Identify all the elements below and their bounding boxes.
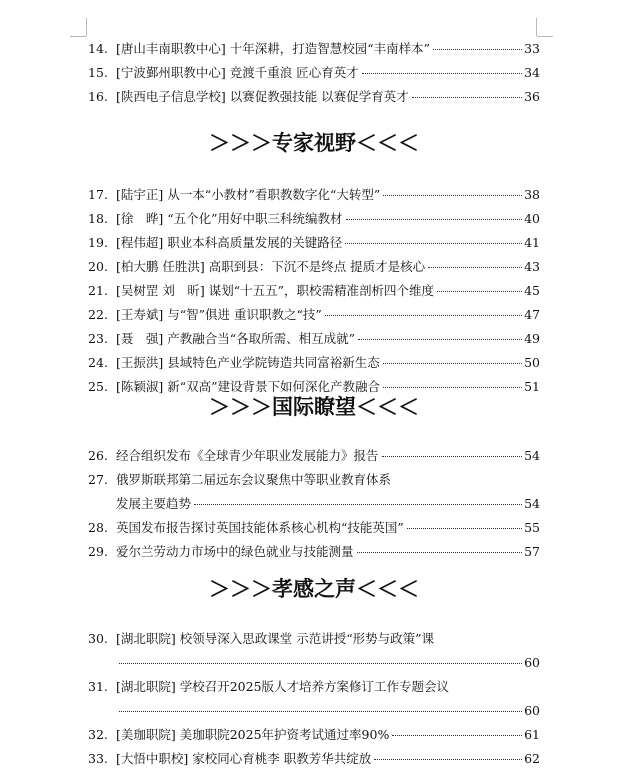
toc-entry-continuation[interactable]: 60 bbox=[88, 651, 540, 675]
dot-leader bbox=[433, 49, 522, 50]
dot-leader bbox=[357, 552, 522, 553]
toc-entry[interactable]: 19. [程伟超] 职业本科高质量发展的关键路径 41 bbox=[88, 235, 540, 250]
dot-leader bbox=[119, 711, 522, 712]
dot-leader bbox=[346, 219, 522, 220]
dot-leader bbox=[437, 291, 522, 292]
dot-leader bbox=[383, 363, 522, 364]
dot-leader bbox=[383, 387, 522, 388]
dot-leader bbox=[358, 339, 522, 340]
toc-group-expert bbox=[88, 183, 540, 399]
toc-entry[interactable]: 33. [大悟中职校] 家校同心育桃李 职教芳华共绽放 62 bbox=[88, 751, 540, 766]
crop-mark-top-right bbox=[536, 18, 537, 36]
dot-leader bbox=[325, 315, 522, 316]
toc-entry[interactable]: 29. 爱尔兰劳动力市场中的绿色就业与技能测量 57 bbox=[88, 544, 540, 559]
dot-leader bbox=[428, 267, 522, 268]
toc-group-international bbox=[88, 444, 540, 564]
toc-entry[interactable]: 20. [柏大鹏 任胜洪] 高职到县：下沉不是终点 提质才是核心 43 bbox=[88, 259, 540, 274]
toc-entry[interactable]: 28. 英国发布报告探讨英国技能体系核心机构“技能英国” 55 bbox=[88, 520, 540, 535]
dot-leader bbox=[194, 504, 522, 505]
toc-entry-continuation[interactable]: 60 bbox=[88, 699, 540, 723]
dot-leader bbox=[407, 528, 522, 529]
toc-entry[interactable]: 14. [唐山丰南职教中心] 十年深耕，打造智慧校园“丰南样本” 33 bbox=[88, 41, 540, 56]
toc-entry[interactable]: 15. [宁波鄞州职教中心] 竞渡千重浪 匠心育英才 34 bbox=[88, 65, 540, 80]
toc-entry[interactable]: 30. [湖北职院] 校领导深入思政课堂 示范讲授“形势与政策”课 bbox=[88, 631, 434, 646]
dot-leader bbox=[392, 735, 522, 736]
dot-leader bbox=[383, 195, 522, 196]
toc-entry[interactable]: 17. [陆宇正] 从一本“小教材”看职教数字化“大转型” 38 bbox=[88, 187, 540, 202]
crop-mark-top-left bbox=[86, 18, 87, 36]
toc-entry[interactable]: 23. [聂 强] 产教融合当“各取所需、相互成就” 49 bbox=[88, 331, 540, 346]
toc-group-school bbox=[88, 37, 540, 109]
dot-leader bbox=[345, 243, 522, 244]
toc-entry[interactable]: 16. [陕西电子信息学校] 以赛促教强技能 以赛促学育英才 36 bbox=[88, 89, 540, 104]
dot-leader bbox=[382, 456, 522, 457]
toc-entry[interactable]: 24. [王振洪] 县域特色产业学院铸造共同富裕新生态 50 bbox=[88, 355, 540, 370]
toc-entry[interactable]: 22. [王寿斌] 与“智”俱进 重识职教之“技” 47 bbox=[88, 307, 540, 322]
toc-entry[interactable]: 25. [陈颖淑] 新“双高”建设背景下如何深化产教融合 51 bbox=[88, 379, 540, 394]
section-heading-xiaogan: ＞＞＞孝感之声＜＜＜ bbox=[209, 577, 419, 601]
section-heading-expert: ＞＞＞专家视野＜＜＜ bbox=[209, 131, 419, 155]
toc-entry[interactable]: 32. [美珈职院] 美珈职院2025年护资考试通过率90% 61 bbox=[88, 727, 540, 742]
dot-leader bbox=[362, 73, 522, 74]
dot-leader bbox=[374, 759, 522, 760]
toc-entry-continuation[interactable]: 发展主要趋势 54 bbox=[116, 496, 540, 511]
toc-entry[interactable]: 27. 俄罗斯联邦第二届远东会议聚焦中等职业教育体系 bbox=[88, 472, 392, 487]
toc-entry[interactable]: 31. [湖北职院] 学校召开2025版人才培养方案修订工作专题会议 bbox=[88, 679, 450, 694]
dot-leader bbox=[412, 97, 522, 98]
toc-entry[interactable]: 26. 经合组织发布《全球青少年职业发展能力》报告 54 bbox=[88, 448, 540, 463]
crop-mark-top-left-h bbox=[70, 36, 86, 37]
toc-group-xiaogan bbox=[88, 627, 540, 771]
toc-entry[interactable]: 21. [吴树罡 刘 昕] 谋划“十五五”，职校需精准剖析四个维度 45 bbox=[88, 283, 540, 298]
toc-entry[interactable]: 18. [徐 晔] “五个化”用好中职三科统编教材 40 bbox=[88, 211, 540, 226]
section-heading-international: ＞＞＞国际瞭望＜＜＜ bbox=[209, 395, 419, 419]
dot-leader bbox=[119, 663, 522, 664]
